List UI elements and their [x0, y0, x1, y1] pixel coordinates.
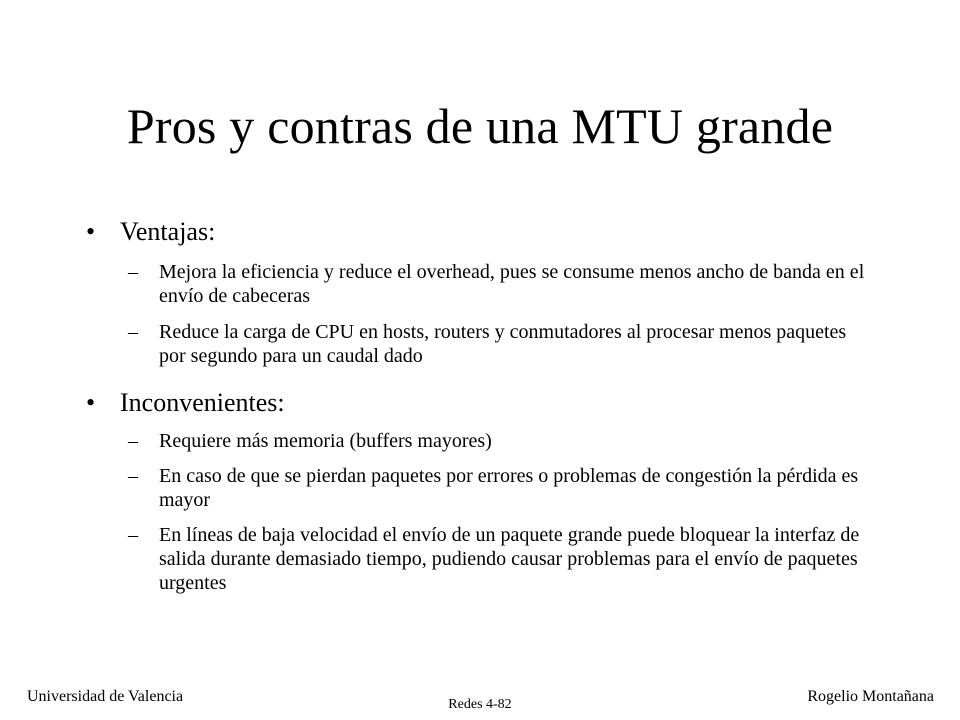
bullet-icon: •: [86, 217, 96, 246]
section-heading: Inconvenientes:: [120, 388, 285, 417]
dash-icon: –: [128, 465, 138, 487]
section-disadvantages: [80, 387, 900, 595]
disadvantages-list: [80, 429, 900, 595]
footer-slide-number: Redes 4-82: [448, 697, 512, 712]
list-item: [80, 464, 869, 512]
list-item: [80, 260, 869, 308]
section-heading-row: [80, 216, 900, 248]
list-item-text: Reduce la carga de CPU en hosts, routers y conmutadores al procesar menos paquetes por segundo para un caudal dado: [159, 321, 847, 367]
dash-icon: –: [128, 430, 138, 452]
list-item-text: En caso de que se pierdan paquetes por errores o problemas de congestión la pérdida es mayor: [159, 465, 859, 511]
list-item-text: Requiere más memoria (buffers mayores): [159, 430, 492, 452]
list-item-text: En líneas de baja velocidad el envío de un paquete grande puede bloquear la interfaz de salida durante demasiado tiempo, pudiendo causar problemas para el envío de paquetes urgentes: [159, 524, 860, 594]
section-heading: Ventajas:: [120, 217, 216, 246]
dash-icon: –: [128, 261, 138, 283]
list-item: [80, 523, 869, 595]
advantages-list: [80, 260, 900, 368]
bullet-icon: •: [86, 388, 96, 417]
dash-icon: –: [128, 524, 138, 546]
list-item: [80, 429, 869, 453]
section-advantages: [80, 216, 900, 368]
footer-institution: Universidad de Valencia: [27, 688, 184, 705]
list-item-text: Mejora la eficiencia y reduce el overhead, pues se consume menos ancho de banda en el envío de cabeceras: [159, 261, 865, 307]
dash-icon: –: [128, 321, 138, 343]
slide-title: Pros y contras de una MTU grande: [126, 98, 834, 154]
footer-author: Rogelio Montañana: [807, 688, 934, 705]
list-item: [80, 320, 869, 368]
section-heading-row: [80, 387, 900, 419]
